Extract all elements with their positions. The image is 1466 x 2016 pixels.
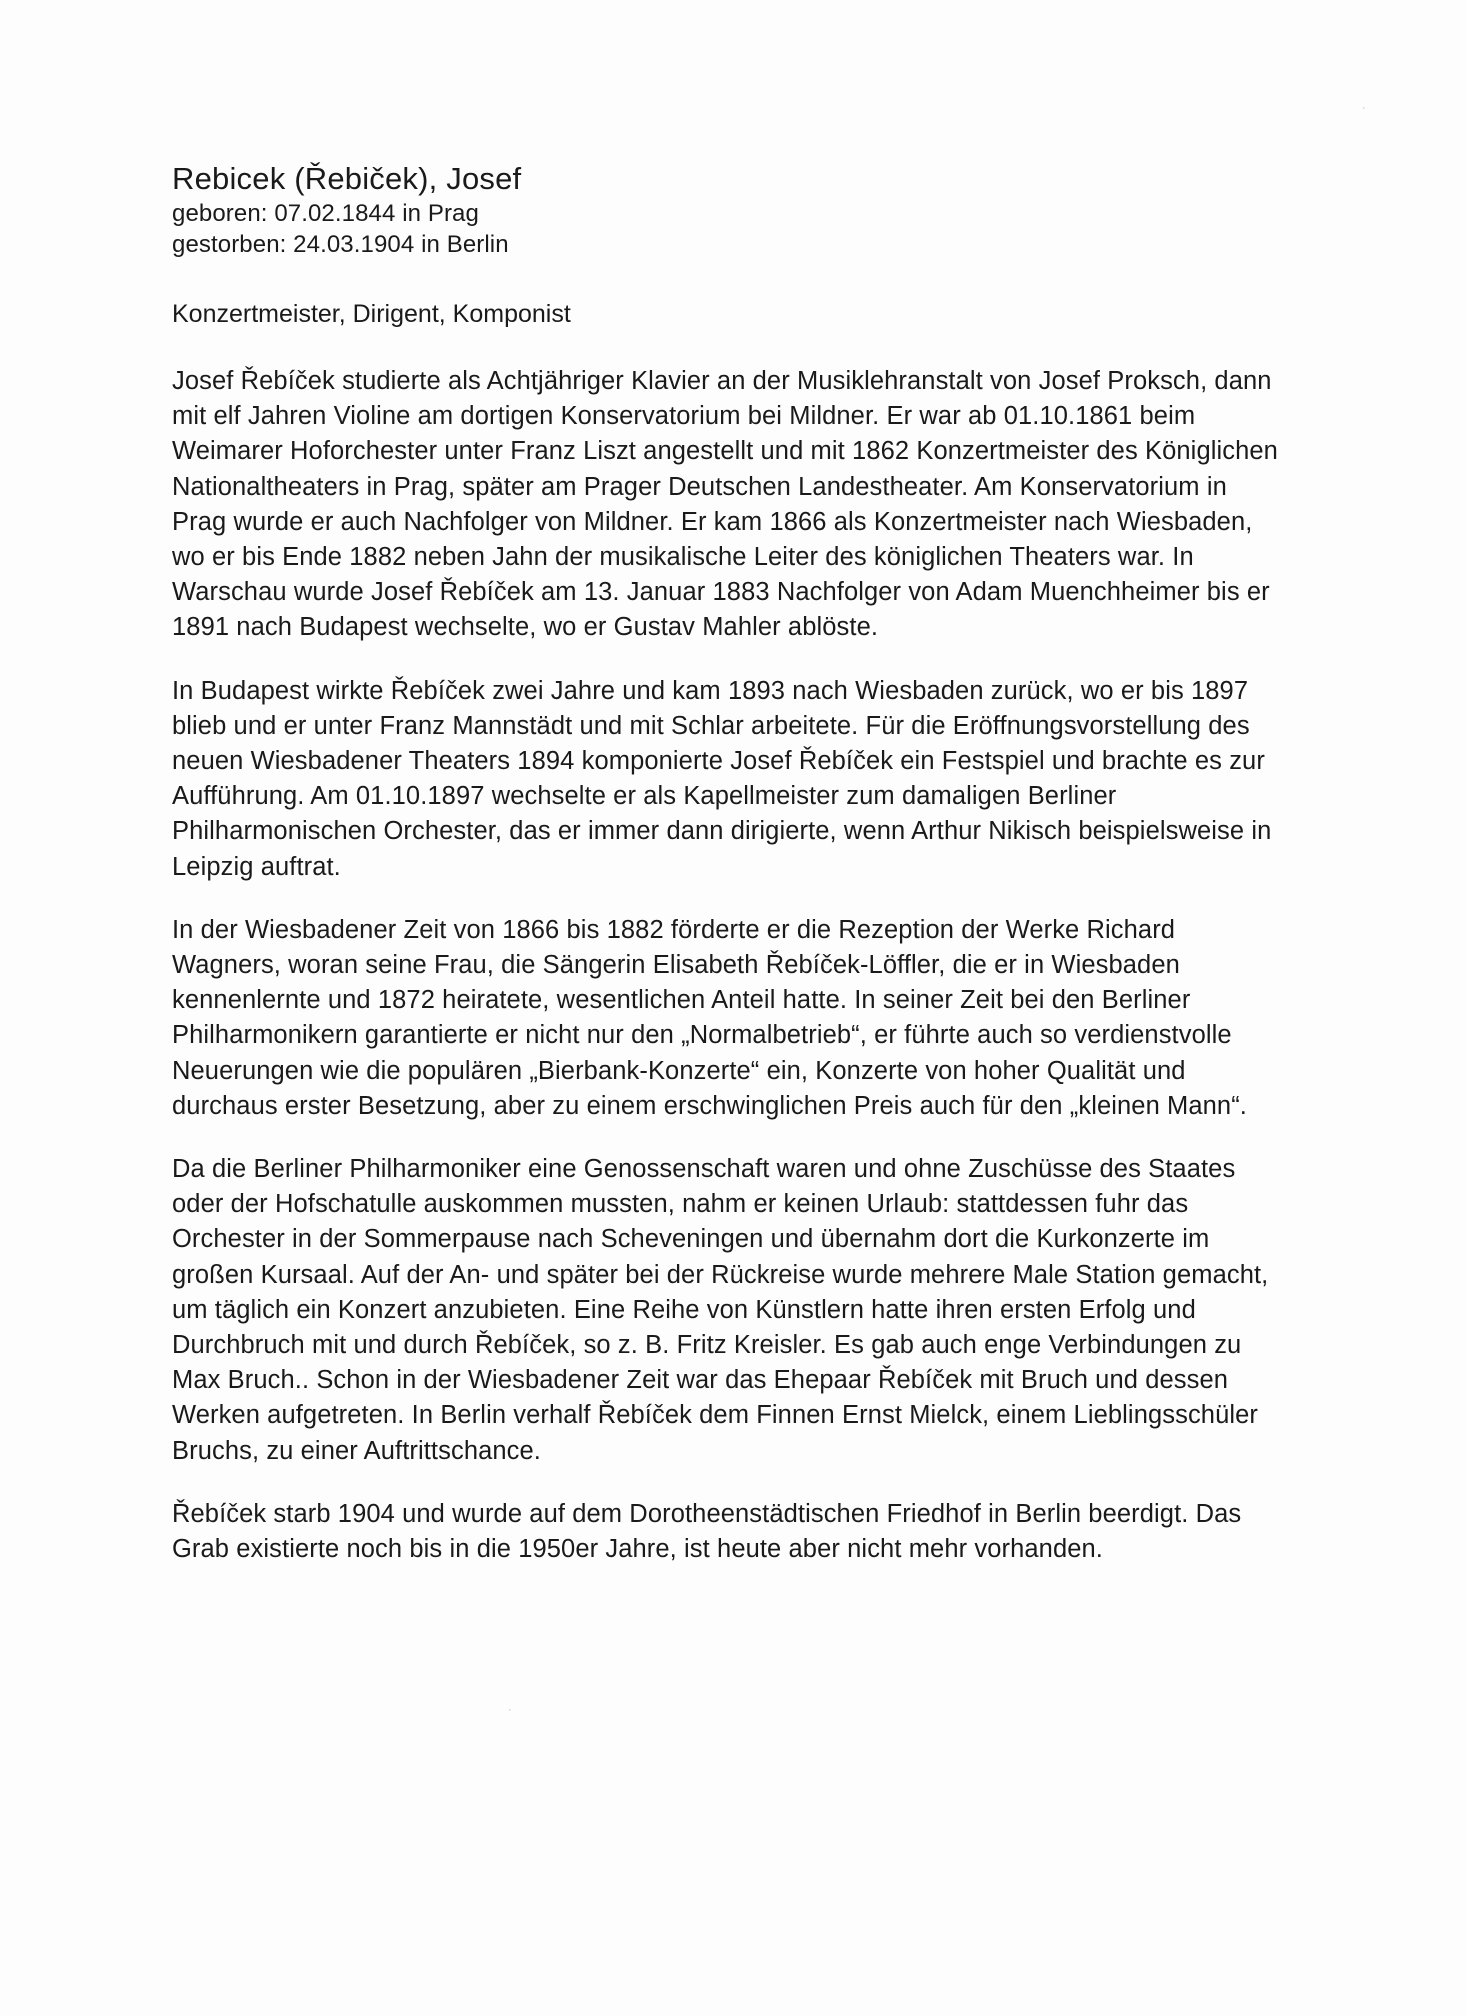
scan-speck: · — [1362, 102, 1366, 114]
paragraph-3: In der Wiesbadener Zeit von 1866 bis 1882 förderte er die Rezeption der Werke Richard Wagners, woran seine Frau, die Sängerin Elisabeth Řebíček-Löffler, die er in Wiesbaden kennenlernte und 1872 heiratete, wesentlichen Anteil hatte. In seiner Zeit bei den Berliner Philharmonikern garantierte er nicht nur den „Normalbetrieb“, er führte auch so verdienstvolle Neuerungen wie die populären „Bierbank-Konzerte“ ein, Konzerte von hoher Qualität und durchaus erster Besetzung, aber zu einem erschwinglichen Preis auch für den „kleinen Mann“. — [172, 915, 1247, 1120]
paragraph-4: Da die Berliner Philharmoniker eine Genossenschaft waren und ohne Zuschüsse des Staates oder der Hofschatulle auskommen mussten, nahm er keinen Urlaub: stattdessen fuhr das Orchester in der Sommerpause nach Scheveningen und übernahm dort die Kurkonzerte im großen Kursaal. Auf der An- und später bei der Rückreise wurde mehrere Male Station gemacht, um täglich ein Konzert anzubieten. Eine Reihe von Künstlern hatte ihren ersten Erfolg und Durchbruch mit und durch Řebíček, so z. B. Fritz Kreisler. Es gab auch enge Verbindungen zu Max Bruch.. Schon in der Wiesbadener Zeit war das Ehepaar Řebíček mit Bruch und dessen Werken aufgetreten. In Berlin verhalf Řebíček dem Finnen Ernst Mielck, einem Lieblingsschüler Bruchs, zu einer Auftrittschance. — [172, 1155, 1269, 1465]
paragraph-1: Josef Řebíček studierte als Achtjähriger Klavier an der Musiklehranstalt von Josef Proksch, dann mit elf Jahren Violine am dortigen Konservatorium bei Mildner. Er war ab 01.10.1861 beim Weimarer Hoforchester unter Franz Liszt angestellt und mit 1862 Konzertmeister des Königlichen Nationaltheaters in Prag, später am Prager Deutschen Landestheater. Am Konservatorium in Prag wurde er auch Nachfolger von Mildner. Er kam 1866 als Konzertmeister nach Wiesbaden, wo er bis Ende 1882 neben Jahn der musikalische Leiter des königlichen Theaters war. In Warschau wurde Josef Řebíček am 13. Januar 1883 Nachfolger von Adam Muenchheimer bis er 1891 nach Budapest wechselte, wo er Gustav Mahler ablöste. — [172, 367, 1278, 642]
paragraph-2: In Budapest wirkte Řebíček zwei Jahre und kam 1893 nach Wiesbaden zurück, wo er bis 1897 blieb und er unter Franz Mannstädt und mit Schlar arbeitete. Für die Eröffnungsvorstellung des neuen Wiesbadener Theaters 1894 komponierte Josef Řebíček ein Festspiel und brachte es zur Aufführung. Am 01.10.1897 wechselte er als Kapellmeister zum damaligen Berliner Philharmonischen Orchester, das er immer dann dirigierte, wenn Arthur Nikisch beispielsweise in Leipzig auftrat. — [172, 676, 1272, 881]
document-body — [172, 160, 1282, 1567]
document-title: Rebicek (Řebiček), Josef — [172, 161, 522, 196]
death-line: gestorben: 24.03.1904 in Berlin — [172, 231, 509, 258]
scan-speck: · — [508, 1704, 512, 1716]
paragraph-5: Řebíček starb 1904 und wurde auf dem Dorotheenstädtischen Friedhof in Berlin beerdigt. Das Grab existierte noch bis in die 1950er Jahre, ist heute aber nicht mehr vorhanden. — [172, 1499, 1242, 1564]
roles-line: Konzertmeister, Dirigent, Komponist — [172, 300, 571, 328]
birth-line: geboren: 07.02.1844 in Prag — [172, 200, 479, 227]
